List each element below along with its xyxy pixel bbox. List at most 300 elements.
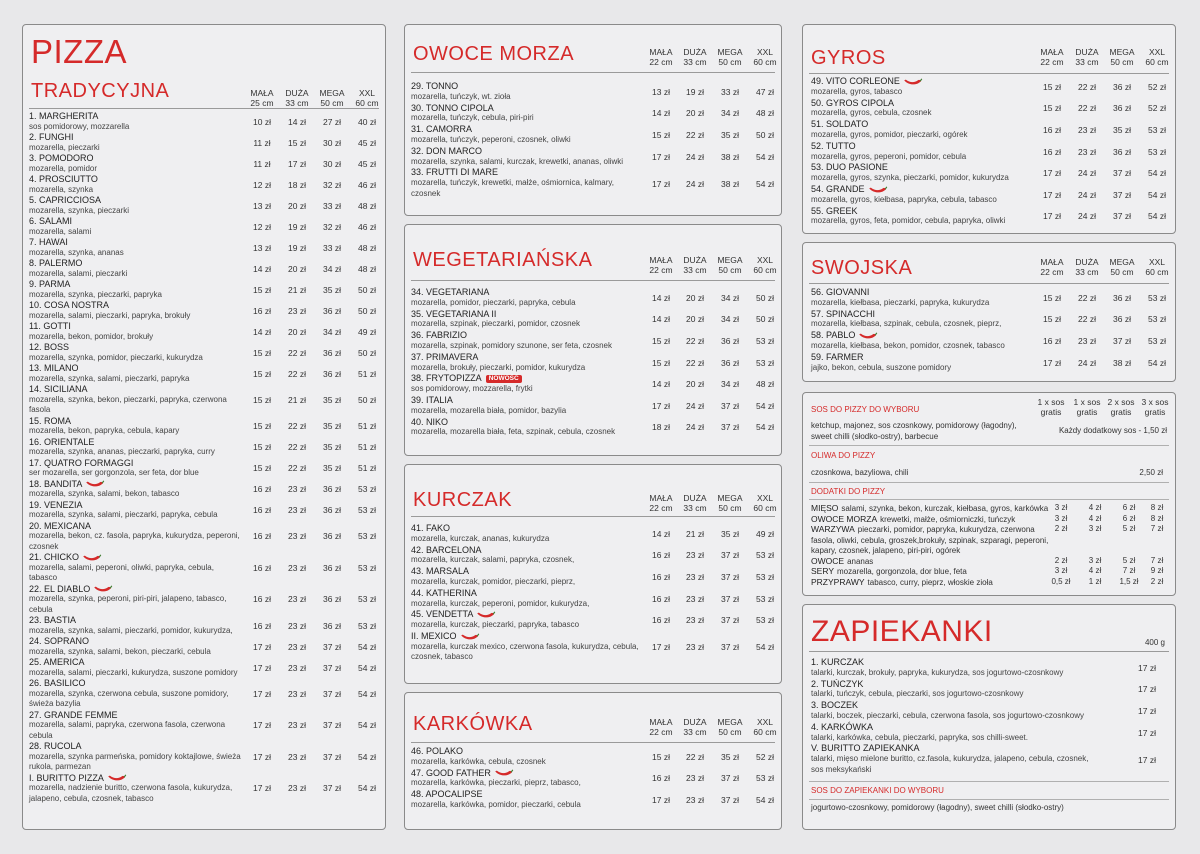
item-price: 38 zł bbox=[1113, 357, 1131, 368]
item-price: 45 zł bbox=[358, 137, 376, 148]
item-price: 34 zł bbox=[721, 292, 739, 303]
sos-desc: ketchup, majonez, sos czosnkowy, pomidorowy (łagodny), sweet chilli (słodko-ostry), barbecue bbox=[811, 421, 1017, 441]
item-price: 15 zł bbox=[652, 357, 670, 368]
addon-row bbox=[803, 577, 1175, 588]
size-header bbox=[677, 717, 713, 737]
menu-item[interactable] bbox=[23, 552, 385, 584]
item-price: 16 zł bbox=[652, 571, 670, 582]
addon-row bbox=[803, 514, 1175, 525]
size-name: XXL bbox=[1148, 257, 1166, 267]
menu-item[interactable] bbox=[23, 384, 385, 416]
size-header bbox=[1139, 257, 1175, 277]
item-name bbox=[811, 141, 856, 152]
item-price: 36 zł bbox=[323, 305, 341, 316]
item-price: 53 zł bbox=[358, 594, 376, 605]
menu-item[interactable] bbox=[405, 146, 781, 168]
size-name: MEGA bbox=[1109, 47, 1135, 57]
gyros-header-line bbox=[809, 73, 1169, 74]
item-price: 23 zł bbox=[1078, 124, 1096, 135]
addon-price: 4 zł bbox=[1088, 503, 1102, 512]
item-name-text: 36. FABRIZIO bbox=[411, 330, 468, 341]
zapiekanka-item[interactable] bbox=[803, 657, 1175, 679]
menu-item[interactable] bbox=[23, 216, 385, 237]
menu-item[interactable] bbox=[803, 309, 1175, 331]
item-price: 17 zł bbox=[288, 158, 306, 169]
size-cm: 22 cm bbox=[649, 265, 673, 275]
addon-price: 6 zł bbox=[1122, 503, 1136, 512]
item-price: 48 zł bbox=[358, 200, 376, 211]
item-price: 23 zł bbox=[288, 505, 306, 515]
menu-item[interactable] bbox=[23, 416, 385, 437]
menu-item[interactable] bbox=[405, 631, 781, 663]
size-cm: 50 cm bbox=[320, 98, 344, 108]
item-name-text: 24. SOPRANO bbox=[29, 636, 90, 646]
item-name-text: 6. SALAMI bbox=[29, 216, 73, 226]
item-name bbox=[411, 146, 482, 157]
item-name bbox=[29, 300, 109, 311]
dodatki-separator bbox=[809, 499, 1169, 500]
menu-item[interactable] bbox=[405, 103, 781, 125]
zapiekanka-item[interactable] bbox=[803, 679, 1175, 701]
item-price: 18 zł bbox=[288, 179, 306, 190]
karkowka-header-line bbox=[411, 742, 775, 743]
item-price: 23 zł bbox=[1078, 146, 1096, 157]
item-price: 35 zł bbox=[1113, 124, 1131, 135]
item-name bbox=[411, 545, 482, 556]
item-price: 24 zł bbox=[1078, 168, 1096, 179]
item-description: mozarella, szynka, bekon, pieczarki, papryka, czerwona fasola bbox=[29, 394, 227, 414]
menu-item[interactable] bbox=[23, 174, 385, 195]
size-name: MAŁA bbox=[649, 255, 673, 265]
item-price: 23 zł bbox=[686, 593, 704, 604]
item-price: 36 zł bbox=[1113, 314, 1131, 325]
item-description: mozarella, kurczak mexico, czerwona fasola, kukurydza, cebula, czosnek, tabasco bbox=[411, 641, 639, 662]
item-price: 36 zł bbox=[1113, 103, 1131, 114]
item-price: 23 zł bbox=[686, 794, 704, 805]
menu-item[interactable] bbox=[23, 636, 385, 657]
menu-item[interactable] bbox=[23, 500, 385, 521]
item-price: 37 zł bbox=[323, 720, 341, 731]
item-name-text: 41. FAKO bbox=[411, 523, 451, 533]
addon-price: 3 zł bbox=[1054, 503, 1068, 512]
item-name bbox=[29, 216, 72, 227]
size-header bbox=[677, 47, 713, 67]
item-price: 15 zł bbox=[253, 421, 271, 431]
item-price: 15 zł bbox=[253, 394, 271, 405]
item-price: 22 zł bbox=[686, 357, 704, 368]
item-price: 54 zł bbox=[358, 783, 376, 794]
item-description: mozarella, gyros, cebula, czosnek bbox=[811, 108, 932, 118]
zapiekanka-name: 2. TUŃCZYK bbox=[811, 678, 864, 689]
item-price: 14 zł bbox=[652, 314, 670, 325]
item-price: 46 zł bbox=[358, 221, 376, 232]
item-description: mozarella, pomidor, pieczarki, papryka, cebula bbox=[411, 297, 576, 307]
item-price: 34 zł bbox=[323, 326, 341, 337]
size-cm: 33 cm bbox=[1075, 267, 1099, 277]
item-price: 23 zł bbox=[288, 620, 306, 631]
addon-price: 4 zł bbox=[1088, 566, 1102, 575]
item-name-text: 29. TONNO bbox=[411, 81, 459, 91]
size-name: XXL bbox=[756, 47, 774, 57]
item-name-text: 8. PALERMO bbox=[29, 258, 83, 268]
item-name bbox=[29, 384, 88, 395]
item-price: 22 zł bbox=[288, 421, 306, 431]
item-price: 13 zł bbox=[652, 86, 670, 97]
menu-item[interactable] bbox=[405, 309, 781, 331]
item-price: 37 zł bbox=[721, 571, 739, 582]
menu-item[interactable] bbox=[405, 287, 781, 309]
chili-icon bbox=[476, 611, 496, 619]
item-price: 46 zł bbox=[358, 179, 376, 190]
dodatki-heading: DODATKI DO PIZZY bbox=[811, 487, 886, 496]
item-price: 17 zł bbox=[652, 178, 670, 189]
addon-price: 8 zł bbox=[1150, 513, 1164, 523]
zapiekanka-price: 17 zł bbox=[1138, 662, 1156, 673]
item-name bbox=[29, 500, 83, 511]
item-name bbox=[811, 98, 894, 109]
menu-item[interactable] bbox=[23, 132, 385, 153]
size-name: XXL bbox=[756, 255, 774, 265]
item-price: 13 zł bbox=[253, 242, 271, 253]
item-price: 22 zł bbox=[1078, 81, 1096, 92]
item-price: 33 zł bbox=[721, 86, 739, 97]
item-name bbox=[29, 111, 98, 122]
chili-icon bbox=[903, 78, 923, 86]
wege-header-line bbox=[411, 280, 775, 281]
item-name bbox=[411, 167, 498, 178]
item-price: 35 zł bbox=[323, 284, 341, 295]
item-description: mozarella, mozarella biała, feta, szpinak, cebula, czosnek bbox=[411, 427, 616, 437]
item-price: 37 zł bbox=[323, 641, 341, 652]
item-price: 14 zł bbox=[253, 326, 271, 337]
item-price: 35 zł bbox=[721, 528, 739, 539]
menu-item[interactable] bbox=[23, 710, 385, 742]
item-name bbox=[411, 768, 514, 779]
item-name bbox=[811, 184, 888, 195]
size-header bbox=[349, 88, 385, 108]
menu-item[interactable] bbox=[23, 195, 385, 216]
item-price: 22 zł bbox=[686, 335, 704, 346]
size-cm: 60 cm bbox=[753, 727, 777, 737]
size-header bbox=[747, 255, 782, 275]
zapiekanka-description: talarki, karkówka, cebula, pieczarki, papryka, sos chilli-sweet. bbox=[811, 732, 1028, 742]
pizza-title: PIZZA bbox=[31, 33, 128, 70]
size-cm: 22 cm bbox=[649, 727, 673, 737]
sos-col-top: 2 x sos bbox=[1107, 397, 1135, 407]
item-name-text: 45. VENDETTA bbox=[411, 609, 474, 620]
item-price: 50 zł bbox=[756, 314, 774, 325]
size-cm: 22 cm bbox=[1040, 57, 1064, 67]
karkowka-title: KARKÓWKA bbox=[413, 713, 533, 735]
chili-icon bbox=[868, 186, 888, 194]
menu-item[interactable] bbox=[23, 521, 385, 553]
menu-item[interactable] bbox=[23, 678, 385, 710]
size-header bbox=[712, 493, 748, 513]
item-name bbox=[29, 615, 76, 626]
item-description: mozarella, gyros, kiełbasa, papryka, cebula, tabasco bbox=[811, 194, 997, 204]
menu-item[interactable] bbox=[23, 342, 385, 363]
item-price: 54 zł bbox=[1148, 168, 1166, 179]
menu-item[interactable] bbox=[405, 417, 781, 439]
item-price: 36 zł bbox=[323, 562, 341, 573]
item-price: 24 zł bbox=[686, 178, 704, 189]
item-price: 17 zł bbox=[652, 400, 670, 411]
item-description: mozarella, kiełbasa, bekon, pomidor, czosnek, tabasco bbox=[811, 340, 1005, 350]
item-price: 36 zł bbox=[323, 368, 341, 379]
menu-item[interactable] bbox=[23, 437, 385, 458]
zap-sos-heading: SOS DO ZAPIEKANKI DO WYBORU bbox=[811, 786, 944, 795]
item-name-text: 19. VENEZIA bbox=[29, 499, 83, 510]
item-name bbox=[411, 81, 458, 92]
addon-row bbox=[803, 503, 1175, 514]
menu-item[interactable] bbox=[405, 330, 781, 352]
item-description: mozarella, szynka, salami, kurczak, krewetki, ananas, oliwki bbox=[411, 156, 624, 166]
addon-text bbox=[811, 524, 1051, 557]
item-price: 53 zł bbox=[358, 620, 376, 631]
item-name bbox=[29, 174, 98, 185]
item-price: 35 zł bbox=[323, 421, 341, 431]
addon-desc: pieczarki, pomidor, papryka, kukurydza, czerwona fasola, oliwki, cebula, groszek,brokuły, szpinak, szparagi, peperoni, kapary, czosnek, jalapeno, piri-piri, ogórek bbox=[811, 525, 1049, 555]
item-price: 54 zł bbox=[756, 794, 774, 805]
menu-item[interactable] bbox=[803, 330, 1175, 352]
item-name-text: 23. BASTIA bbox=[29, 615, 77, 625]
item-price: 19 zł bbox=[288, 242, 306, 253]
menu-item[interactable] bbox=[23, 321, 385, 342]
menu-item[interactable] bbox=[803, 119, 1175, 141]
item-description: mozarella, karkówka, pomidor, pieczarki, cebula bbox=[411, 799, 581, 809]
item-price: 23 zł bbox=[288, 594, 306, 605]
zapiekanka-name: 3. BOCZEK bbox=[811, 700, 859, 711]
chili-icon bbox=[460, 633, 480, 641]
menu-item[interactable] bbox=[405, 545, 781, 567]
menu-item[interactable] bbox=[803, 98, 1175, 120]
item-price: 54 zł bbox=[358, 751, 376, 762]
item-price: 36 zł bbox=[1113, 146, 1131, 157]
item-price: 15 zł bbox=[253, 347, 271, 358]
addon-price: 3 zł bbox=[1088, 524, 1102, 533]
item-price: 17 zł bbox=[1043, 168, 1061, 179]
item-name-text: 17. QUATRO FORMAGGI bbox=[29, 457, 134, 468]
oliwa-desc: czosnkowa, bazyliowa, chili bbox=[811, 468, 909, 477]
zapiekanka-item[interactable] bbox=[803, 743, 1175, 775]
item-name bbox=[29, 321, 71, 332]
size-cm: 60 cm bbox=[753, 503, 777, 513]
item-name-text: 5. CAPRICCIOSA bbox=[29, 195, 102, 205]
item-description: mozarella, tuńczyk, wt. zioła bbox=[411, 91, 511, 101]
item-price: 14 zł bbox=[288, 116, 306, 127]
item-price: 15 zł bbox=[253, 368, 271, 379]
menu-item[interactable] bbox=[405, 124, 781, 146]
item-price: 24 zł bbox=[686, 151, 704, 162]
chili-icon bbox=[93, 585, 113, 593]
item-description: mozarella, szynka, salami, pieczarki, papryka, cebula bbox=[29, 510, 218, 519]
zapiekanka-item[interactable] bbox=[803, 700, 1175, 722]
item-price: 37 zł bbox=[721, 593, 739, 604]
item-price: 48 zł bbox=[358, 263, 376, 274]
item-name-text: 25. AMERICA bbox=[29, 657, 85, 667]
item-price: 16 zł bbox=[253, 531, 271, 542]
item-price: 37 zł bbox=[1113, 189, 1131, 200]
menu-item[interactable] bbox=[405, 566, 781, 588]
menu-item[interactable] bbox=[405, 167, 781, 199]
kurczak-title: KURCZAK bbox=[413, 489, 513, 511]
size-cm: 50 cm bbox=[718, 503, 742, 513]
item-price: 17 zł bbox=[253, 751, 271, 762]
item-price: 50 zł bbox=[756, 292, 774, 303]
menu-item[interactable] bbox=[405, 395, 781, 417]
zapiekanka-item[interactable] bbox=[803, 722, 1175, 744]
menu-item[interactable] bbox=[405, 789, 781, 811]
size-cm: 22 cm bbox=[649, 503, 673, 513]
item-price: 49 zł bbox=[358, 326, 376, 337]
addon-price: 7 zł bbox=[1150, 555, 1164, 565]
size-cm: 60 cm bbox=[355, 98, 379, 108]
addon-price: 2 zł bbox=[1054, 524, 1068, 533]
item-description: mozarella, bekon, papryka, cebula, kapary bbox=[29, 426, 180, 435]
item-description: mozarella, kurczak, pieczarki, papryka, tabasco bbox=[411, 620, 580, 630]
menu-item[interactable] bbox=[803, 76, 1175, 98]
item-price: 54 zł bbox=[756, 400, 774, 411]
item-description: mozarella, gyros, feta, pomidor, cebula, papryka, oliwki bbox=[811, 216, 1006, 226]
sos-column-header bbox=[1033, 397, 1069, 417]
menu-item[interactable] bbox=[803, 184, 1175, 206]
menu-item[interactable] bbox=[23, 657, 385, 678]
menu-item[interactable] bbox=[803, 287, 1175, 309]
item-price: 53 zł bbox=[756, 773, 774, 784]
item-name-text: 26. BASILICO bbox=[29, 678, 86, 688]
menu-item[interactable] bbox=[405, 523, 781, 545]
size-name: MAŁA bbox=[1040, 257, 1064, 267]
item-description: mozarella, brokuły, pieczarki, pomidor, kukurydza bbox=[411, 362, 586, 372]
menu-item[interactable] bbox=[23, 458, 385, 479]
item-description: mozarella, szpinak, pieczarki, pomidor, czosnek bbox=[411, 319, 580, 329]
menu-item[interactable] bbox=[23, 773, 385, 805]
menu-item[interactable] bbox=[803, 352, 1175, 374]
item-price: 48 zł bbox=[756, 379, 774, 390]
item-name bbox=[29, 342, 69, 353]
item-price: 37 zł bbox=[1113, 168, 1131, 179]
size-header bbox=[1034, 47, 1070, 67]
menu-item[interactable] bbox=[405, 373, 781, 395]
item-price: 34 zł bbox=[721, 314, 739, 325]
menu-item[interactable] bbox=[405, 588, 781, 610]
item-name bbox=[811, 206, 858, 217]
item-name bbox=[411, 631, 480, 642]
menu-item[interactable] bbox=[23, 479, 385, 500]
item-name bbox=[411, 103, 494, 114]
menu-item[interactable] bbox=[23, 363, 385, 384]
size-header bbox=[677, 255, 713, 275]
menu-item[interactable] bbox=[405, 746, 781, 768]
menu-item[interactable] bbox=[405, 768, 781, 790]
sos-extra: Każdy dodatkowy sos - 1,50 zł bbox=[1058, 426, 1167, 435]
item-description: ser mozarella, ser gorgonzola, ser feta, dor blue bbox=[29, 468, 199, 477]
item-price: 36 zł bbox=[323, 594, 341, 605]
addon-price: 2 zł bbox=[1150, 576, 1164, 586]
size-name: MAŁA bbox=[250, 88, 274, 98]
menu-item[interactable] bbox=[803, 141, 1175, 163]
menu-item[interactable] bbox=[23, 584, 385, 616]
menu-item[interactable] bbox=[23, 300, 385, 321]
menu-item[interactable] bbox=[405, 81, 781, 103]
item-name-text: 20. MEXICANA bbox=[29, 520, 92, 531]
menu-item[interactable] bbox=[23, 258, 385, 279]
item-name bbox=[811, 162, 888, 173]
item-name-text: 57. SPINACCHI bbox=[811, 308, 876, 319]
menu-item[interactable] bbox=[23, 237, 385, 258]
item-description: mozarella, szynka, salami, bekon, tabasco bbox=[29, 489, 180, 498]
menu-item[interactable] bbox=[23, 741, 385, 773]
item-price: 37 zł bbox=[1113, 211, 1131, 222]
size-name: MEGA bbox=[319, 88, 345, 98]
sos-col-bottom: gratis bbox=[1144, 407, 1166, 417]
item-description: mozarella, bekon, cz. fasola, papryka, kukurydza, peperoni, czosnek bbox=[29, 531, 240, 551]
addon-row bbox=[803, 566, 1175, 577]
item-price: 20 zł bbox=[686, 379, 704, 390]
menu-item[interactable] bbox=[405, 352, 781, 374]
oliwa-separator bbox=[809, 482, 1169, 483]
item-name bbox=[411, 395, 453, 406]
item-price: 17 zł bbox=[1043, 211, 1061, 222]
item-price: 27 zł bbox=[323, 116, 341, 127]
item-price: 53 zł bbox=[756, 571, 774, 582]
item-description: mozarella, salami bbox=[29, 226, 92, 236]
size-name: MEGA bbox=[717, 717, 743, 727]
item-description: mozarella, kiełbasa, pieczarki, papryka, kukurydza bbox=[811, 297, 990, 307]
item-price: 17 zł bbox=[652, 642, 670, 653]
item-name bbox=[411, 309, 496, 320]
item-name bbox=[411, 746, 463, 757]
item-price: 36 zł bbox=[323, 484, 341, 494]
menu-item[interactable] bbox=[803, 162, 1175, 184]
item-price: 24 zł bbox=[1078, 189, 1096, 200]
item-name bbox=[411, 609, 496, 620]
item-price: 53 zł bbox=[756, 593, 774, 604]
menu-item[interactable] bbox=[803, 206, 1175, 228]
item-description: mozarella, gyros, peperoni, pomidor, cebula bbox=[811, 151, 967, 161]
item-description: mozarella, szynka, pieczarki, papryka bbox=[29, 289, 162, 299]
item-price: 54 zł bbox=[358, 688, 376, 699]
item-price: 48 zł bbox=[358, 242, 376, 253]
item-price: 15 zł bbox=[1043, 81, 1061, 92]
item-price: 52 zł bbox=[1148, 81, 1166, 92]
addon-price: 3 zł bbox=[1054, 513, 1068, 523]
item-price: 24 zł bbox=[686, 422, 704, 433]
addon-price: 7 zł bbox=[1150, 524, 1164, 533]
menu-item[interactable] bbox=[23, 153, 385, 174]
item-price: 23 zł bbox=[288, 305, 306, 316]
size-cm: 60 cm bbox=[753, 265, 777, 275]
menu-item[interactable] bbox=[405, 609, 781, 631]
item-price: 54 zł bbox=[358, 720, 376, 731]
size-name: DUŻA bbox=[285, 88, 309, 98]
menu-item[interactable] bbox=[23, 615, 385, 636]
addon-price: 0,5 zł bbox=[1051, 576, 1071, 586]
menu-item[interactable] bbox=[23, 111, 385, 132]
item-price: 14 zł bbox=[652, 292, 670, 303]
item-price: 53 zł bbox=[358, 562, 376, 573]
item-price: 14 zł bbox=[652, 379, 670, 390]
size-name: MAŁA bbox=[649, 717, 673, 727]
size-cm: 50 cm bbox=[1110, 57, 1134, 67]
item-name bbox=[411, 287, 489, 298]
item-price: 35 zł bbox=[721, 129, 739, 140]
menu-item[interactable] bbox=[23, 279, 385, 300]
addon-desc: ananas bbox=[847, 556, 874, 566]
item-description: mozarella, tuńczyk, cebula, piri-piri bbox=[411, 113, 534, 123]
item-name-text: 59. FARMER bbox=[811, 351, 864, 362]
item-name-text: 48. APOCALIPSE bbox=[411, 789, 483, 800]
